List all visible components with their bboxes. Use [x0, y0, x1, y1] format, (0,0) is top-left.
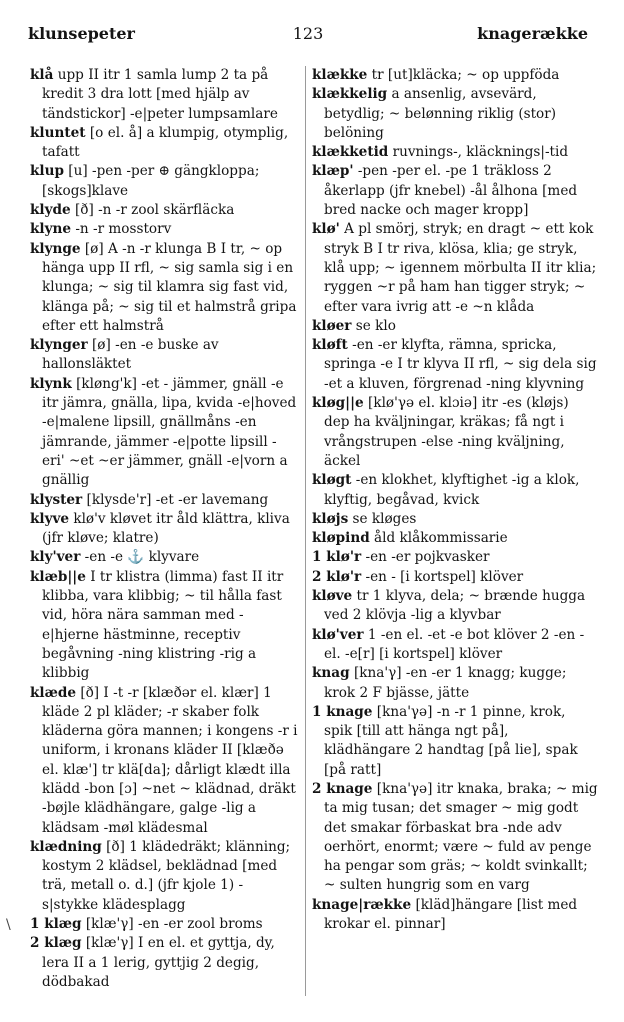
- dictionary-entry: klyve klø'v kløvet itr åld klättra, kliva (jfr kløve; klatre): [30, 510, 290, 547]
- dictionary-entry: kly'ver -en -e ⚓ klyvare: [30, 549, 200, 566]
- dictionary-entry: knage|række [kläd]hängare [list med krokar el. pinnar]: [312, 896, 578, 933]
- dictionary-entry: 1 klø'r -en -er pojkvasker: [312, 549, 490, 566]
- dictionary-entry: klæp' -pen -per el. -pe 1 träkloss 2 åkerlapp (jfr knebel) -ål ålhona [med bred nacke och mager kropp]: [312, 163, 578, 219]
- dictionary-entry: 2 klæg [klæ'γ] I en el. et gyttja, dy, lera II a 1 lerig, gyttjig 2 degig, dödbakad: [30, 935, 275, 990]
- dictionary-entry: klø'ver 1 -en el. -et -e bot klöver 2 -en - el. -e[r] [i kortspel] klöver: [312, 626, 585, 662]
- dictionary-entry: 2 klø'r -en - [i kortspel] klöver: [312, 568, 524, 585]
- dictionary-entry: klæde [ð] I -t -r [klæðər el. klær] 1 kläde 2 pl kläder; -r skaber folk kläderna göra mannen; i kongens -r i uniform, i kronans kläder II [klæðə el. klæ'] tr klä[da]; dårligt klædt illa klädd -bon [ɔ] ~net ~ klädnad, dräkt -bøjle klädhängare, galge -lig a klädsam -møl klädesmal: [30, 684, 298, 836]
- dictionary-entry: klø' A pl smörj, stryk; en dragt ~ ett kok stryk B I tr riva, klösa, klia; ge stryk, klå upp; ~ igennem mörbulta II itr klia; ryggen ~r på ham han tigger stryk; ~ efter vara ivrig att -e ~n klåda: [312, 221, 597, 315]
- dictionary-entry: klup [u] -pen -per ⊕ gängkloppa; [skogs]klave: [30, 163, 260, 199]
- dictionary-entry: klynger [ø] -en -e buske av hallonsläktet: [30, 337, 219, 373]
- header-last-headword: knagerække: [477, 24, 588, 43]
- dictionary-entry: klynk [kløng'k] -et - jämmer, gnäll -e itr jämra, gnälla, lipa, kvida -e|hoved -e|malene lipsill, gnällmåns -en jämrande, jämmer -e|potte lipsill -eri' ~et ~er jämmer, gnäll -e|vorn a gnällig: [30, 375, 297, 489]
- dictionary-entry: klække tr [ut]kläcka; ~ op uppföda: [312, 67, 560, 83]
- dictionary-entry: klædning [ð] 1 klädedräkt; klänning; kostym 2 klädsel, beklädnad [med trä, metall o. d.] (jfr kjole 1) -s|stykke klädesplagg: [30, 838, 291, 913]
- left-column: [30, 66, 298, 992]
- dictionary-entry: kløg||e [klø'γə el. klɔiə] itr -es (kløjs) dep ha kväljningar, kräkas; få ngt i vrångstrupen -else -ning kväljning, äckel: [312, 395, 569, 469]
- dictionary-entry: knag [kna'γ] -en -er 1 knagg; kugge; krok 2 F bjässe, jätte: [312, 665, 567, 701]
- dictionary-entry: kløft -en -er klyfta, rämna, spricka, springa -e I tr klyva II rfl, ~ sig dela sig -et a kluven, förgrenad -ning klyvning: [312, 337, 597, 392]
- column-divider: [305, 66, 306, 996]
- dictionary-entry: klå upp II itr 1 samla lump 2 ta på kredit 3 dra lott [med hjälp av tändstickor] -e|peter lumpsamlare: [30, 67, 278, 122]
- margin-mark: \: [6, 917, 11, 933]
- header-first-headword: klunsepeter: [28, 24, 135, 43]
- dictionary-entry: klyde [ð] -n -r zool skärfläcka: [30, 202, 235, 219]
- dictionary-entry: 1 knage [kna'γə] -n -r 1 pinne, krok, spik [till att hänga ngt på], klädhängare 2 handtag [på lie], spak [på ratt]: [312, 703, 578, 778]
- dictionary-entry: kløer se klo: [312, 317, 396, 334]
- dictionary-entry: 1 klæg [klæ'γ] -en -er zool broms: [30, 916, 263, 933]
- dictionary-entry: 2 knage [kna'γə] itr knaka, braka; ~ mig ta mig tusan; det smager ~ mig godt det smakar förbaskat bra -nde adv oerhört, enormt; være ~ fuld av penge ha pengar som gräs; ~ koldt svinkallt; ~ sulten hungrig som en varg: [312, 780, 598, 894]
- right-column: [312, 66, 598, 934]
- dictionary-entry: klækkelig a ansenlig, avsevärd, betydlig; ~ belønning riklig (stor) belöning: [312, 86, 557, 141]
- dictionary-entry: kløpind åld klåkommissarie: [312, 530, 508, 547]
- page-header: [28, 24, 588, 48]
- dictionary-entry: klækketid ruvnings-, kläcknings|-tid: [312, 144, 569, 161]
- dictionary-entry: kluntet [o el. å] a klumpig, otymplig, tafatt: [30, 124, 289, 161]
- dictionary-entry: klyne -n -r mosstorv: [30, 221, 172, 238]
- dictionary-entry: klæb||e I tr klistra (limma) fast II itr klibba, vara klibbig; ~ til hålla fast vid, höra nära samman med -e|hjerne hästminne, receptiv begåvning -ning klistring -rig a klibbig: [30, 568, 284, 682]
- dictionary-entry: kløgt -en klokhet, klyftighet -ig a klok, klyftig, begåvad, kvick: [312, 472, 580, 508]
- dictionary-entry: klyster [klysde'r] -et -er lavemang: [30, 491, 269, 508]
- dictionary-entry: kløve tr 1 klyva, dela; ~ brænde hugga ved 2 klövja -lig a klyvbar: [312, 588, 586, 624]
- page-number: 123: [292, 24, 324, 43]
- dictionary-entry: klynge [ø] A -n -r klunga B I tr, ~ op hänga upp II rfl, ~ sig samla sig i en klunga; ~ sig til klamra sig fast vid, klänga på; ~ sig til et halmstrå gripa efter ett halmstrå: [30, 240, 297, 334]
- dictionary-entry: kløjs se kløges: [312, 510, 417, 527]
